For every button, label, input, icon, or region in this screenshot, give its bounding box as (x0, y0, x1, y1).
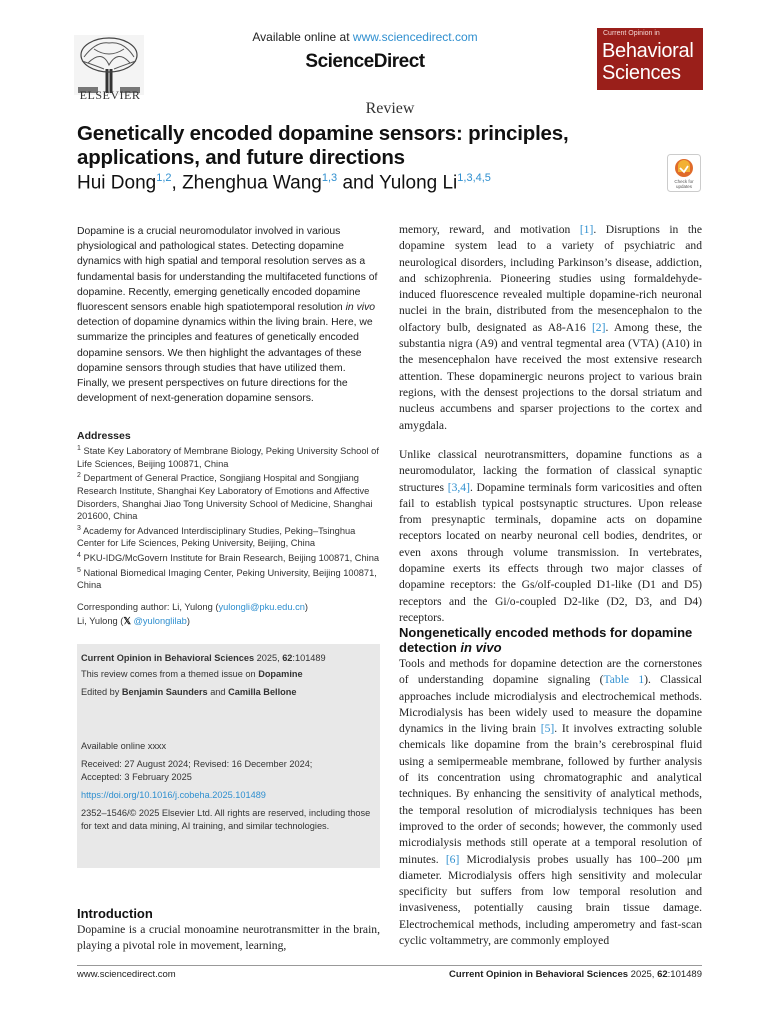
body-text: . Dopamine terminals form varicosities and often fail to establish typical postsynaptic structures. Upon release from presynaptic terminals, dopamine acts on dopamine receptors located on nearby neuronal cell bodies, dendrites, or even axons through volume transmission. In vertebrates, dopamine exerts its effects through two major classes of dopamine receptors: the Gs/olf-coupled D1-like (D1 and D5) receptors and the Gi/o-coupled D2-like (D2, D3, and D4) receptors. (399, 480, 702, 624)
journal-cover-line1: Behavioral (602, 40, 694, 62)
author-list (77, 172, 491, 194)
footer-journal-citation (449, 969, 702, 980)
journal-cover-line2: Sciences (602, 62, 681, 84)
sciencedirect-link[interactable]: www.sciencedirect.com (352, 30, 478, 44)
body-text: memory, reward, and motivation (399, 223, 580, 236)
address-item (77, 550, 380, 565)
addresses-heading: Addresses (77, 430, 131, 442)
social-handle-link[interactable]: @yulonglilab (133, 615, 187, 626)
body-text: . Disruptions in the dopamine system lead to a variety of psychiatric and neurological disorders, including Parkinson’s disease, addiction, and schizophrenia. Pioneering studies using formaldehyde-induced fluorescence revealed multiple dopamine-rich neuronal nuclei in the brain, distributed from the mesencephalon to the olfactory bulb, designated as A8-A16 (399, 223, 703, 334)
address-number: 3 (77, 524, 81, 532)
body-text: Microdialysis probes usually has 100–200 μm diameter. Microdialysis offers high sensitivity and molecular specificity but suffers from low temporal resolution and invasiveness, potentially causing brain tissue damage. Electrochemical methods, including amperometry and fast-scan cyclic voltammetry, are commonly employed (399, 852, 702, 948)
paren-close: ) (186, 615, 190, 626)
body-paragraph (399, 222, 702, 434)
check-for-updates-icon[interactable] (667, 154, 701, 192)
info-accepted: Accepted: 3 February 2025 (81, 772, 192, 782)
section-heading-text: Nongenetically encoded methods for dopamine detection (399, 625, 693, 655)
info-journal: Current Opinion in Behavioral Sciences (81, 653, 255, 663)
body-text: ). Classical approaches include microdialysis and electrochemical methods. Microdialysis has been widely used to measure the dopamine dynamics in the living brain (399, 673, 703, 736)
x-logo-icon: 𝕏 (123, 615, 131, 626)
section-heading-italic: in vivo (460, 640, 502, 655)
citation-link[interactable]: [3,4] (447, 480, 470, 494)
platform-wordmark: ScienceDirect (305, 51, 425, 72)
address-text: State Key Laboratory of Membrane Biology, Peking University School of Life Sciences, Beijing 100871, China (77, 446, 379, 469)
citation-link[interactable]: [6] (445, 852, 460, 866)
footer-journal: Current Opinion in Behavioral Sciences (449, 969, 629, 980)
abstract (77, 224, 380, 406)
info-themed-topic: Dopamine (258, 669, 303, 679)
address-number: 1 (77, 445, 81, 452)
introduction-heading: Introduction (77, 906, 153, 921)
info-themed-line (81, 668, 377, 681)
address-text: PKU-IDG/McGovern Institute for Brain Research, Beijing 100871, China (83, 553, 380, 564)
introduction-text: Dopamine is a crucial monoamine neurotransmitter in the brain, playing a pivotal role in movement, learning, (77, 923, 380, 952)
author-separator: and (337, 172, 380, 194)
info-volume: 62 (282, 653, 293, 663)
corresponding-email-line (77, 601, 380, 615)
paren-close: ) (304, 602, 309, 612)
address-number: 2 (77, 472, 81, 480)
citation-link[interactable]: [2] (591, 320, 606, 334)
address-item (77, 470, 380, 522)
info-journal-line (81, 652, 377, 665)
info-edited-and: and (207, 687, 229, 697)
info-themed-prefix: This review comes from a themed issue on (81, 669, 259, 679)
article-type: Review (365, 100, 415, 117)
info-editors-line (81, 686, 377, 699)
footer-volume: 62 (657, 969, 668, 980)
author-name: Zhenghua Wang (182, 172, 322, 194)
body-text: Unlike classical neurotransmitters, dopamine functions as a neuromodulator, lacking the formation of classical synaptic structures (399, 448, 702, 494)
author-affiliation[interactable]: 1,2 (156, 172, 172, 184)
author-affiliation[interactable]: 1,3,4,5 (457, 172, 491, 184)
address-text: Academy for Advanced Interdisciplinary Studies, Peking–Tsinghua Center for Life Sciences, Peking University, Beijing, China (77, 525, 356, 549)
abstract-italic: in vivo (345, 302, 376, 314)
svg-text:updates: updates (675, 184, 693, 189)
addresses-list (77, 443, 380, 592)
info-editor: Benjamin Saunders (121, 687, 208, 697)
author-name: Yulong Li (379, 172, 458, 194)
address-text: Department of General Practice, Songjiang Hospital and Songjiang Research Institute, Shanghai Key Laboratory of Emotions and Affective Disorders, Shanghai Jiao Tong University School of Medicine, Shanghai 201600, China (77, 473, 373, 522)
address-item (77, 565, 380, 592)
info-copyright: 2352–1546/© 2025 Elsevier Ltd. All rights are reserved, including those for text and data mining, AI training, and similar technologies. (81, 808, 371, 832)
body-text: . It involves extracting soluble chemicals like dopamine from the brain’s cerebrospinal fluid using a semipermeable membrane, followed by further analysis of its concentration using chromatographic and analytical techniques. By enhancing the sensitivity of analytical methods, the temporal resolution of microdialysis techniques has been improved to the order of seconds; however, the commonly used microdialysis methods still operate at a temporal resolution of minutes. (399, 722, 702, 866)
info-available-online: Available online xxxx (81, 741, 167, 751)
corresponding-label: Li, Yulong ( (77, 615, 124, 626)
available-online-prefix: Available online at (252, 30, 353, 44)
address-item (77, 523, 380, 550)
article-title: Genetically encoded dopamine sensors: principles, applications, and future directions (77, 122, 569, 169)
corresponding-label: Corresponding author: Li, Yulong ( (77, 602, 219, 612)
body-text: Tools and methods for dopamine detection are the cornerstones of understanding dopamine signaling ( (399, 657, 702, 687)
body-paragraph (399, 447, 702, 626)
info-received: Received: 27 August 2024; Revised: 16 December 2024; (81, 759, 313, 769)
footer-divider (77, 965, 702, 966)
abstract-text: Dopamine is a crucial neuromodulator involved in various physiological and pathological states. Detecting dopamine dynamics with high spatial and temporal resolution serves as a fundamental basis for understanding the multifaceted functions of dopamine. Recently, emerging genetically encoded dopamine fluorescent sensors enable high spatiotemporal resolution (77, 226, 378, 314)
author-email-link[interactable]: yulongli@pku.edu.cn (218, 602, 305, 612)
footer-site: www.sciencedirect.com (77, 969, 176, 980)
info-article-number: :101489 (292, 653, 326, 663)
body-paragraph (399, 656, 702, 949)
address-number: 5 (77, 566, 81, 574)
table-link[interactable]: Table 1 (603, 673, 645, 687)
corresponding-author (77, 601, 380, 628)
author-name: Hui Dong (77, 172, 157, 194)
citation-link[interactable]: [5] (540, 722, 555, 736)
doi-link[interactable]: https://doi.org/10.1016/j.cobeha.2025.101489 (81, 790, 266, 800)
publisher-name: ELSEVIER (79, 88, 141, 102)
address-item (77, 443, 380, 470)
address-number: 4 (77, 552, 81, 560)
journal-cover-small: Current Opinion in (603, 30, 660, 37)
info-editor: Camilla Bellone (228, 687, 297, 697)
abstract-text: detection of dopamine dynamics within the living brain. Here, we summarize the principles and features of genetically encoded dopamine sensors. We then highlight the advantages of these dopamine sensors through studies that have utilized them. Finally, we present perspectives on future directions for the development of next-generation dopamine sensors. (77, 317, 373, 405)
info-year: 2025, (254, 653, 283, 663)
author-separator: , (171, 172, 183, 194)
svg-text:Check for: Check for (674, 179, 694, 184)
journal-cover-logo (597, 28, 703, 90)
citation-link[interactable]: [1] (579, 223, 594, 236)
body-text: . Among these, the substantia nigra (A9) and ventral tegmental area (VTA) (A10) in the mesencephalon have received the most extensive research attention. These dopaminergic neurons project to various brain regions, with the densest projections to the dorsal striatum and nucleus accumbens and sparser projections to the cortex and amygdala. (399, 320, 702, 432)
info-edited-prefix: Edited by (81, 687, 122, 697)
section-heading (399, 625, 702, 655)
footer-year: 2025, (628, 969, 658, 980)
corresponding-social-line (77, 615, 380, 629)
article-info-box (77, 644, 380, 868)
footer-article-number: :101489 (667, 969, 702, 980)
address-text: National Biomedical Imaging Center, Peking University, Beijing 100871, China (77, 567, 377, 591)
author-affiliation[interactable]: 1,3 (321, 172, 338, 184)
